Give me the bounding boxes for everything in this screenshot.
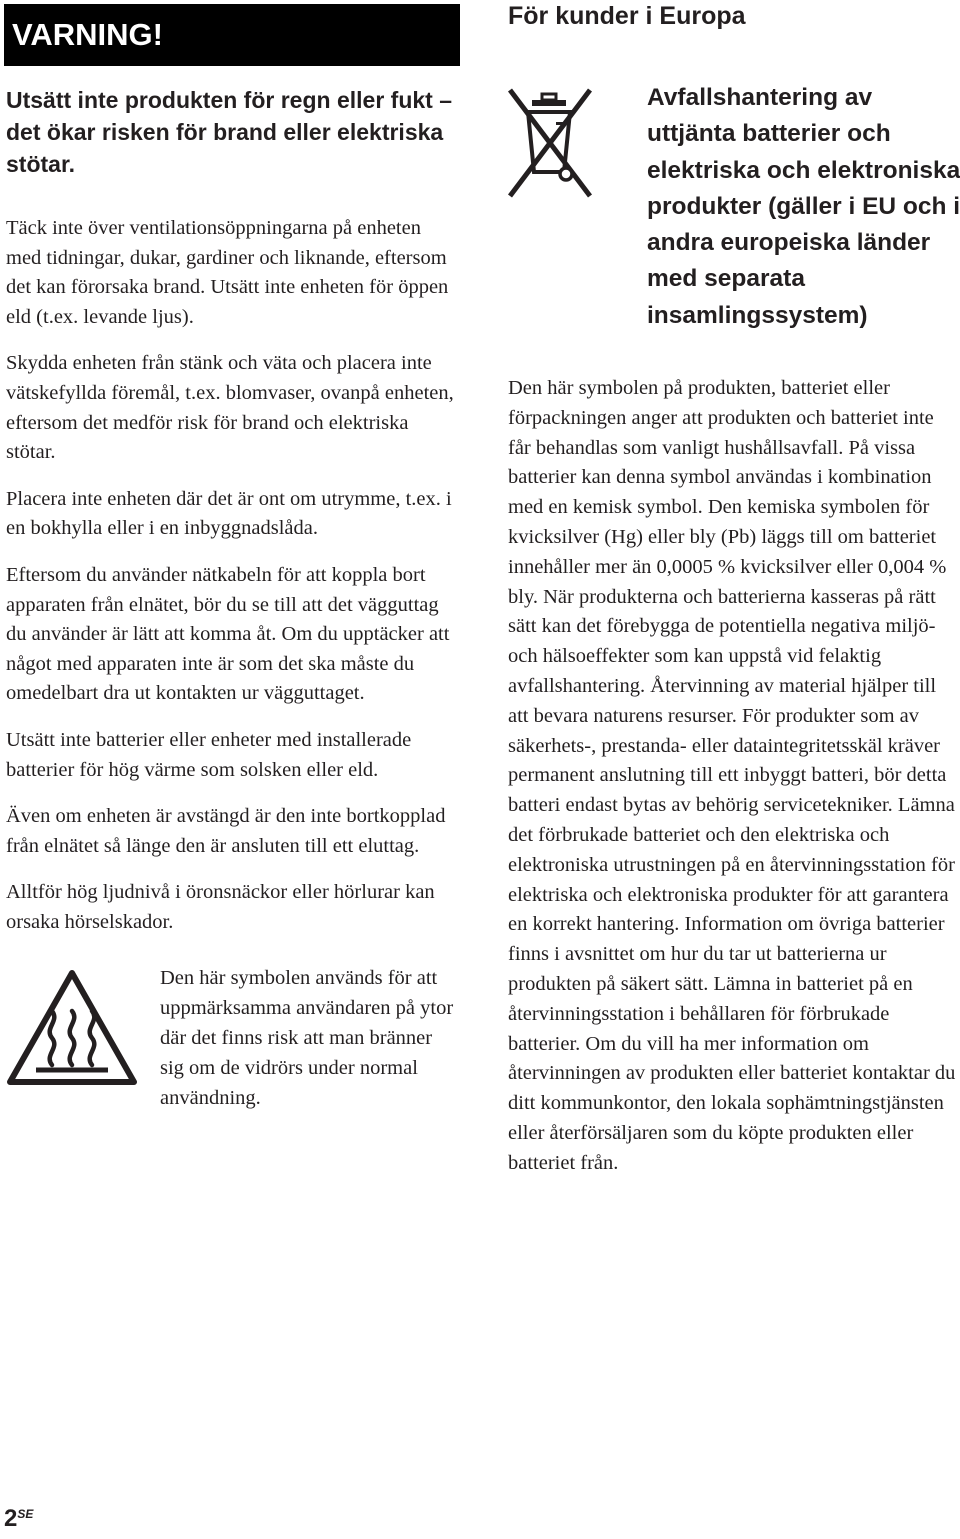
paragraph-standby: Även om enheten är avstängd är den inte bortkopplad från elnätet så länge den är ansluten till ett eluttag.: [6, 805, 446, 857]
paragraph-placement: Placera inte enheten där det är ont om utrymme, t.ex. i en bokhylla eller i en inbyggnadslåda.: [6, 487, 452, 540]
warning-title: VARNING!: [4, 4, 460, 66]
weee-body: Den här symbolen på produkten, batteriet eller förpackningen anger att produkten och batteriet inte får behandlas som vanligt hushållsavfall. På vissa batterier kan denna symbol användas i kombination med en kemisk symbol. Den kemiska symbolen för kvicksilver (Hg) eller bly (Pb) läggs till om batteriet innehåller mer än 0,0005 % kvicksilver eller 0,004 % bly. När produkterna och batterierna kasseras på rätt sätt kan det förebygga de potentiella negativa miljö- och hälsoeffekter som kan uppstå vid felaktig avfallshantering. Återvinning av material hjälper till att bevara naturens resurser. För produkter som av säkerhets-, prestanda- eller dataintegritetsskäl kräver permanent anslutning till ett inbyggt batteri, bör detta batteri endast bytas av behörig servicetekniker. Lämna det förbrukade batteriet och den elektriska och elektroniska utrustningen på en återvinningsstation för elektriska och elektroniska produkter för att garantera en korrekt hantering. Information om övriga batterier finns i avsnittet om hur du tar ut batterierna ur produkten på säkert sätt. Lämna in batteriet på en återvinningsstation i behållaren för förbrukade batterier. Om du vill ha mer information om återvinningen av produkten eller batteriet kontaktar du ditt kommunkontor, den lokala sophämtningstjänsten eller återförsäljaren som du köpte produkten eller batteriet från.: [508, 377, 956, 1174]
hot-surface-warning-icon: [6, 968, 138, 1086]
europe-heading: För kunder i Europa: [508, 2, 746, 30]
weee-subtitle: Avfallshantering av uttjänta batterier och elektriska och elektroniska produkter (gäller i EU och i andra europeiska länder med separata insamlingssystem): [647, 84, 960, 329]
page-number: [4, 1505, 33, 1533]
page-number-value: 2: [4, 1505, 18, 1532]
paragraph-hearing: Alltför hög ljudnivå i öronsnäckor eller hörlurar kan orsaka hörselskador.: [6, 881, 435, 933]
right-column: [508, 0, 960, 1179]
crossed-out-wheeled-bin-icon: [508, 88, 592, 198]
left-column: [4, 4, 460, 1154]
hot-surface-section: [4, 964, 460, 1154]
paragraph-power-cord: Eftersom du använder nätkabeln för att koppla bort apparaten från elnätet, bör du se till att det vägguttag du använder är lätt att komma åt. Om du upptäcker att något med apparaten inte är som det ska måste du omedelbart dra ut kontakten ur vägguttaget.: [6, 563, 450, 705]
warning-lead: Utsätt inte produkten för regn eller fukt – det ökar risken för brand eller elektriska stötar.: [6, 87, 452, 177]
weee-section: [508, 32, 960, 374]
language-code: SE: [17, 1507, 34, 1521]
paragraph-batteries-heat: Utsätt inte batterier eller enheter med installerade batterier för hög värme som solsken eller eld.: [6, 728, 412, 781]
hot-surface-text: Den här symbolen används för att uppmärksamma användaren på ytor där det finns risk att man bränner sig om de vidrörs under normal användning.: [160, 967, 454, 1109]
paragraph-splash: Skydda enheten från stänk och väta och placera inte vätskefyllda föremål, t.ex. blomvaser, ovanpå enheten, eftersom det medför risk för brand och elektriska stötar.: [6, 352, 454, 464]
paragraph-ventilation: Täck inte över ventilationsöppningarna på enheten med tidningar, dukar, gardiner och liknande, eftersom det kan förorsaka brand. Utsätt inte enheten för öppen eld (t.ex. levande ljus).: [6, 217, 449, 328]
